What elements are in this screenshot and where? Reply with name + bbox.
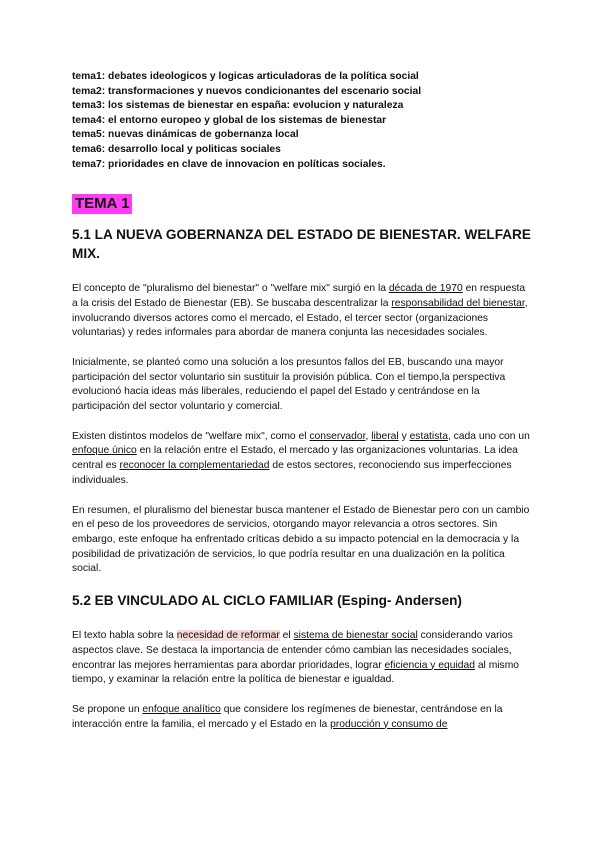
topic-item: tema5: nuevas dinámicas de gobernanza local <box>72 129 299 141</box>
text-run: Se propone un <box>72 703 143 715</box>
text-run: , cada uno con un <box>447 430 530 442</box>
text-run: considerando varios aspectos clave. Se destaca la importancia de entender cómo cambian las necesidades sociales, encontrar las mejores herramientas para abordar prioridades, lograr <box>72 630 513 671</box>
underlined-text: conservador <box>309 430 366 442</box>
underlined-text: estatista <box>409 430 448 442</box>
text-run: El concepto de "pluralismo del bienestar" o "welfare mix" surgió en la <box>72 283 389 295</box>
text-run: al mismo tiempo, y examinar la relación entre la política de bienestar e igualdad. <box>72 659 520 686</box>
tema-heading: TEMA 1 <box>72 194 132 214</box>
topic-item: tema1: debates ideologicos y logicas articuladoras de la política social <box>72 71 419 82</box>
topic-item: tema6: desarrollo local y politicas sociales <box>72 143 281 155</box>
section-title-line: 5.1 LA NUEVA GOBERNANZA DEL ESTADO DE BIENESTAR. WELFARE <box>72 227 531 243</box>
text-run: El texto habla sobre la <box>72 630 177 642</box>
topic-item: tema3: los sistemas de bienestar en españa: evolucion y naturaleza <box>72 100 404 112</box>
text-run: Existen distintos modelos de "welfare mix", como el <box>72 430 310 442</box>
text-run: y <box>398 430 410 442</box>
paragraph: Inicialmente, se planteó como una solución a los presuntos fallos del EB, buscando una mayor participación del sector voluntario sin sustituir la provisión pública. Con el tiempo,la perspectiva evolucionó hacia ideas más liberales, reduciendo el papel del Estado y centrándose en la participación del sector voluntario y comercial. <box>72 356 506 413</box>
document-page <box>72 70 532 732</box>
text-run: en la relación entre el Estado, el mercado y las organizaciones voluntarias. La idea central es <box>72 445 518 472</box>
paragraph <box>72 430 532 489</box>
topic-list <box>72 70 532 172</box>
underlined-text: producción y consumo de <box>330 718 448 730</box>
underlined-text: eficiencia y equidad <box>384 659 475 671</box>
topic-item: tema4: el entorno europeo y global de los sistemas de bienestar <box>72 114 387 126</box>
underlined-text: responsabilidad del bienestar <box>391 297 525 309</box>
text-run: , <box>365 430 372 442</box>
highlighted-text: necesidad de reformar <box>176 630 280 642</box>
text-run: que considere los regímenes de bienestar, centrándose en la interacción entre la familia, el mercado y el Estado en la <box>72 703 503 730</box>
text-run: el <box>279 630 294 642</box>
underlined-text: década de 1970 <box>388 283 463 295</box>
paragraph: En resumen, el pluralismo del bienestar busca mantener el Estado de Bienestar pero con un cambio en el peso de los proveedores de servicios, otorgando mayor relevancia a otros sectores. Sin embargo, este enfoque ha enfrentado críticas debido a su impacto potencial en la democracia y la posibilidad de privatización de servicios, lo que podría resultar en una dualización en la política social. <box>72 504 530 575</box>
paragraph <box>72 629 532 688</box>
paragraph <box>72 703 532 732</box>
text-run: de estos sectores, reconociendo sus imperfecciones individuales. <box>72 460 512 486</box>
topic-item: tema2: transformaciones y nuevos condicionantes del escenario social <box>72 85 422 97</box>
underlined-text: liberal <box>371 430 399 442</box>
section-title: 5.2 EB VINCULADO AL CICLO FAMILIAR (Esping- Andersen) <box>72 593 462 609</box>
underlined-text: enfoque único <box>72 445 137 457</box>
topic-item: tema7: prioridades en clave de innovacion en políticas sociales. <box>72 158 386 170</box>
text-run: , involucrando diversos actores como el mercado, el Estado, el tercer sector (organizaciones voluntarias) y redes informales para abordar de manera conjunta las necesidades sociales. <box>72 297 528 339</box>
underlined-text: enfoque analítico <box>142 703 221 715</box>
underlined-text: reconocer la complementariedad <box>119 460 270 472</box>
paragraph <box>72 282 532 341</box>
section-title-line: MIX. <box>72 246 100 262</box>
section-title <box>72 225 532 263</box>
underlined-text: sistema de bienestar social <box>293 630 418 642</box>
text-run: en respuesta a la crisis del Estado de Bienestar (EB). Se buscaba descentralizar la <box>72 283 526 309</box>
